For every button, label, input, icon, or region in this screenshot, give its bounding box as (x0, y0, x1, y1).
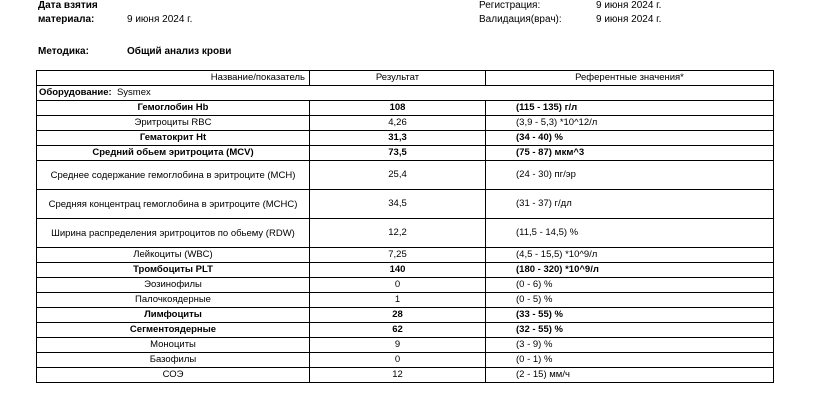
reference-range-cell: (115 - 135) г/л (486, 101, 774, 116)
test-name-cell: Эозинофилы (37, 278, 310, 293)
result-cell: 28 (310, 308, 486, 323)
table-row (37, 116, 774, 131)
reference-range-cell: (0 - 6) % (486, 278, 774, 293)
table-header-row (37, 71, 774, 86)
reference-range-cell: (32 - 55) % (486, 323, 774, 338)
method-label: Методика: (38, 46, 89, 57)
reference-range-cell: (0 - 5) % (486, 293, 774, 308)
registration-date: 9 июня 2024 г. (596, 0, 662, 11)
validation-date: 9 июня 2024 г. (596, 14, 662, 25)
result-cell: 7,25 (310, 248, 486, 263)
table-row (37, 190, 774, 219)
test-name-cell: Палочкоядерные (37, 293, 310, 308)
result-cell: 62 (310, 323, 486, 338)
test-name-cell: Средняя концентрац гемоглобина в эритроците (МСНС) (37, 190, 310, 219)
table-row (37, 308, 774, 323)
reference-range-cell: (180 - 320) *10^9/л (486, 263, 774, 278)
table-row (37, 131, 774, 146)
test-name-cell: Лимфоциты (37, 308, 310, 323)
equipment-row (37, 86, 774, 101)
reference-range-cell: (24 - 30) пг/эр (486, 161, 774, 190)
column-header-reference: Референтные значения* (486, 71, 774, 86)
equipment-value: Sysmex (116, 87, 151, 98)
test-name-cell: Гемоглобин Hb (37, 101, 310, 116)
reference-range-cell: (3,9 - 5,3) *10^12/л (486, 116, 774, 131)
test-name-cell: Ширина распределения эритроцитов по обьему (RDW) (37, 219, 310, 248)
table-row (37, 338, 774, 353)
reference-range-cell: (33 - 55) % (486, 308, 774, 323)
test-name-cell: Средний обьем эритроцита (MCV) (37, 146, 310, 161)
collection-date-value: 9 июня 2024 г. (127, 14, 193, 25)
table-row (37, 146, 774, 161)
result-cell: 31,3 (310, 131, 486, 146)
result-cell: 9 (310, 338, 486, 353)
table-row (37, 323, 774, 338)
table-row (37, 161, 774, 190)
result-cell: 108 (310, 101, 486, 116)
test-name-cell: Моноциты (37, 338, 310, 353)
reference-range-cell: (34 - 40) % (486, 131, 774, 146)
result-cell: 0 (310, 278, 486, 293)
table-row (37, 368, 774, 383)
equipment-cell (37, 86, 774, 101)
column-header-result: Результат (310, 71, 486, 86)
test-name-cell: Базофилы (37, 353, 310, 368)
results-table (36, 70, 774, 383)
result-cell: 12 (310, 368, 486, 383)
reference-range-cell: (11,5 - 14,5) % (486, 219, 774, 248)
result-cell: 4,26 (310, 116, 486, 131)
reference-range-cell: (3 - 9) % (486, 338, 774, 353)
column-header-name: Название/показатель (37, 71, 310, 86)
reference-range-cell: (4,5 - 15,5) *10^9/л (486, 248, 774, 263)
table-row (37, 353, 774, 368)
result-cell: 140 (310, 263, 486, 278)
collection-date-label-line2: материала: (38, 14, 95, 25)
registration-label: Регистрация: (479, 0, 541, 11)
test-name-cell: Тромбоциты PLT (37, 263, 310, 278)
table-row (37, 219, 774, 248)
table-row (37, 293, 774, 308)
reference-range-cell: (0 - 1) % (486, 353, 774, 368)
test-name-cell: Эритроциты RBC (37, 116, 310, 131)
reference-range-cell: (2 - 15) мм/ч (486, 368, 774, 383)
test-name-cell: Лейкоциты (WBC) (37, 248, 310, 263)
collection-date-label-line1: Дата взятия (38, 0, 98, 11)
result-cell: 0 (310, 353, 486, 368)
test-name-cell: Сегментоядерные (37, 323, 310, 338)
result-cell: 1 (310, 293, 486, 308)
table-row (37, 101, 774, 116)
test-name-cell: Гематокрит Ht (37, 131, 310, 146)
table-row (37, 263, 774, 278)
result-cell: 34,5 (310, 190, 486, 219)
test-name-cell: Среднее содержание гемоглобина в эритроците (МСН) (37, 161, 310, 190)
table-row (37, 248, 774, 263)
test-name-cell: СОЭ (37, 368, 310, 383)
validation-label: Валидация(врач): (479, 14, 562, 25)
table-row (37, 278, 774, 293)
result-cell: 12,2 (310, 219, 486, 248)
method-value: Общий анализ крови (127, 46, 232, 57)
result-cell: 25,4 (310, 161, 486, 190)
reference-range-cell: (75 - 87) мкм^3 (486, 146, 774, 161)
result-cell: 73,5 (310, 146, 486, 161)
equipment-label: Оборудование: (39, 87, 112, 98)
reference-range-cell: (31 - 37) г/дл (486, 190, 774, 219)
